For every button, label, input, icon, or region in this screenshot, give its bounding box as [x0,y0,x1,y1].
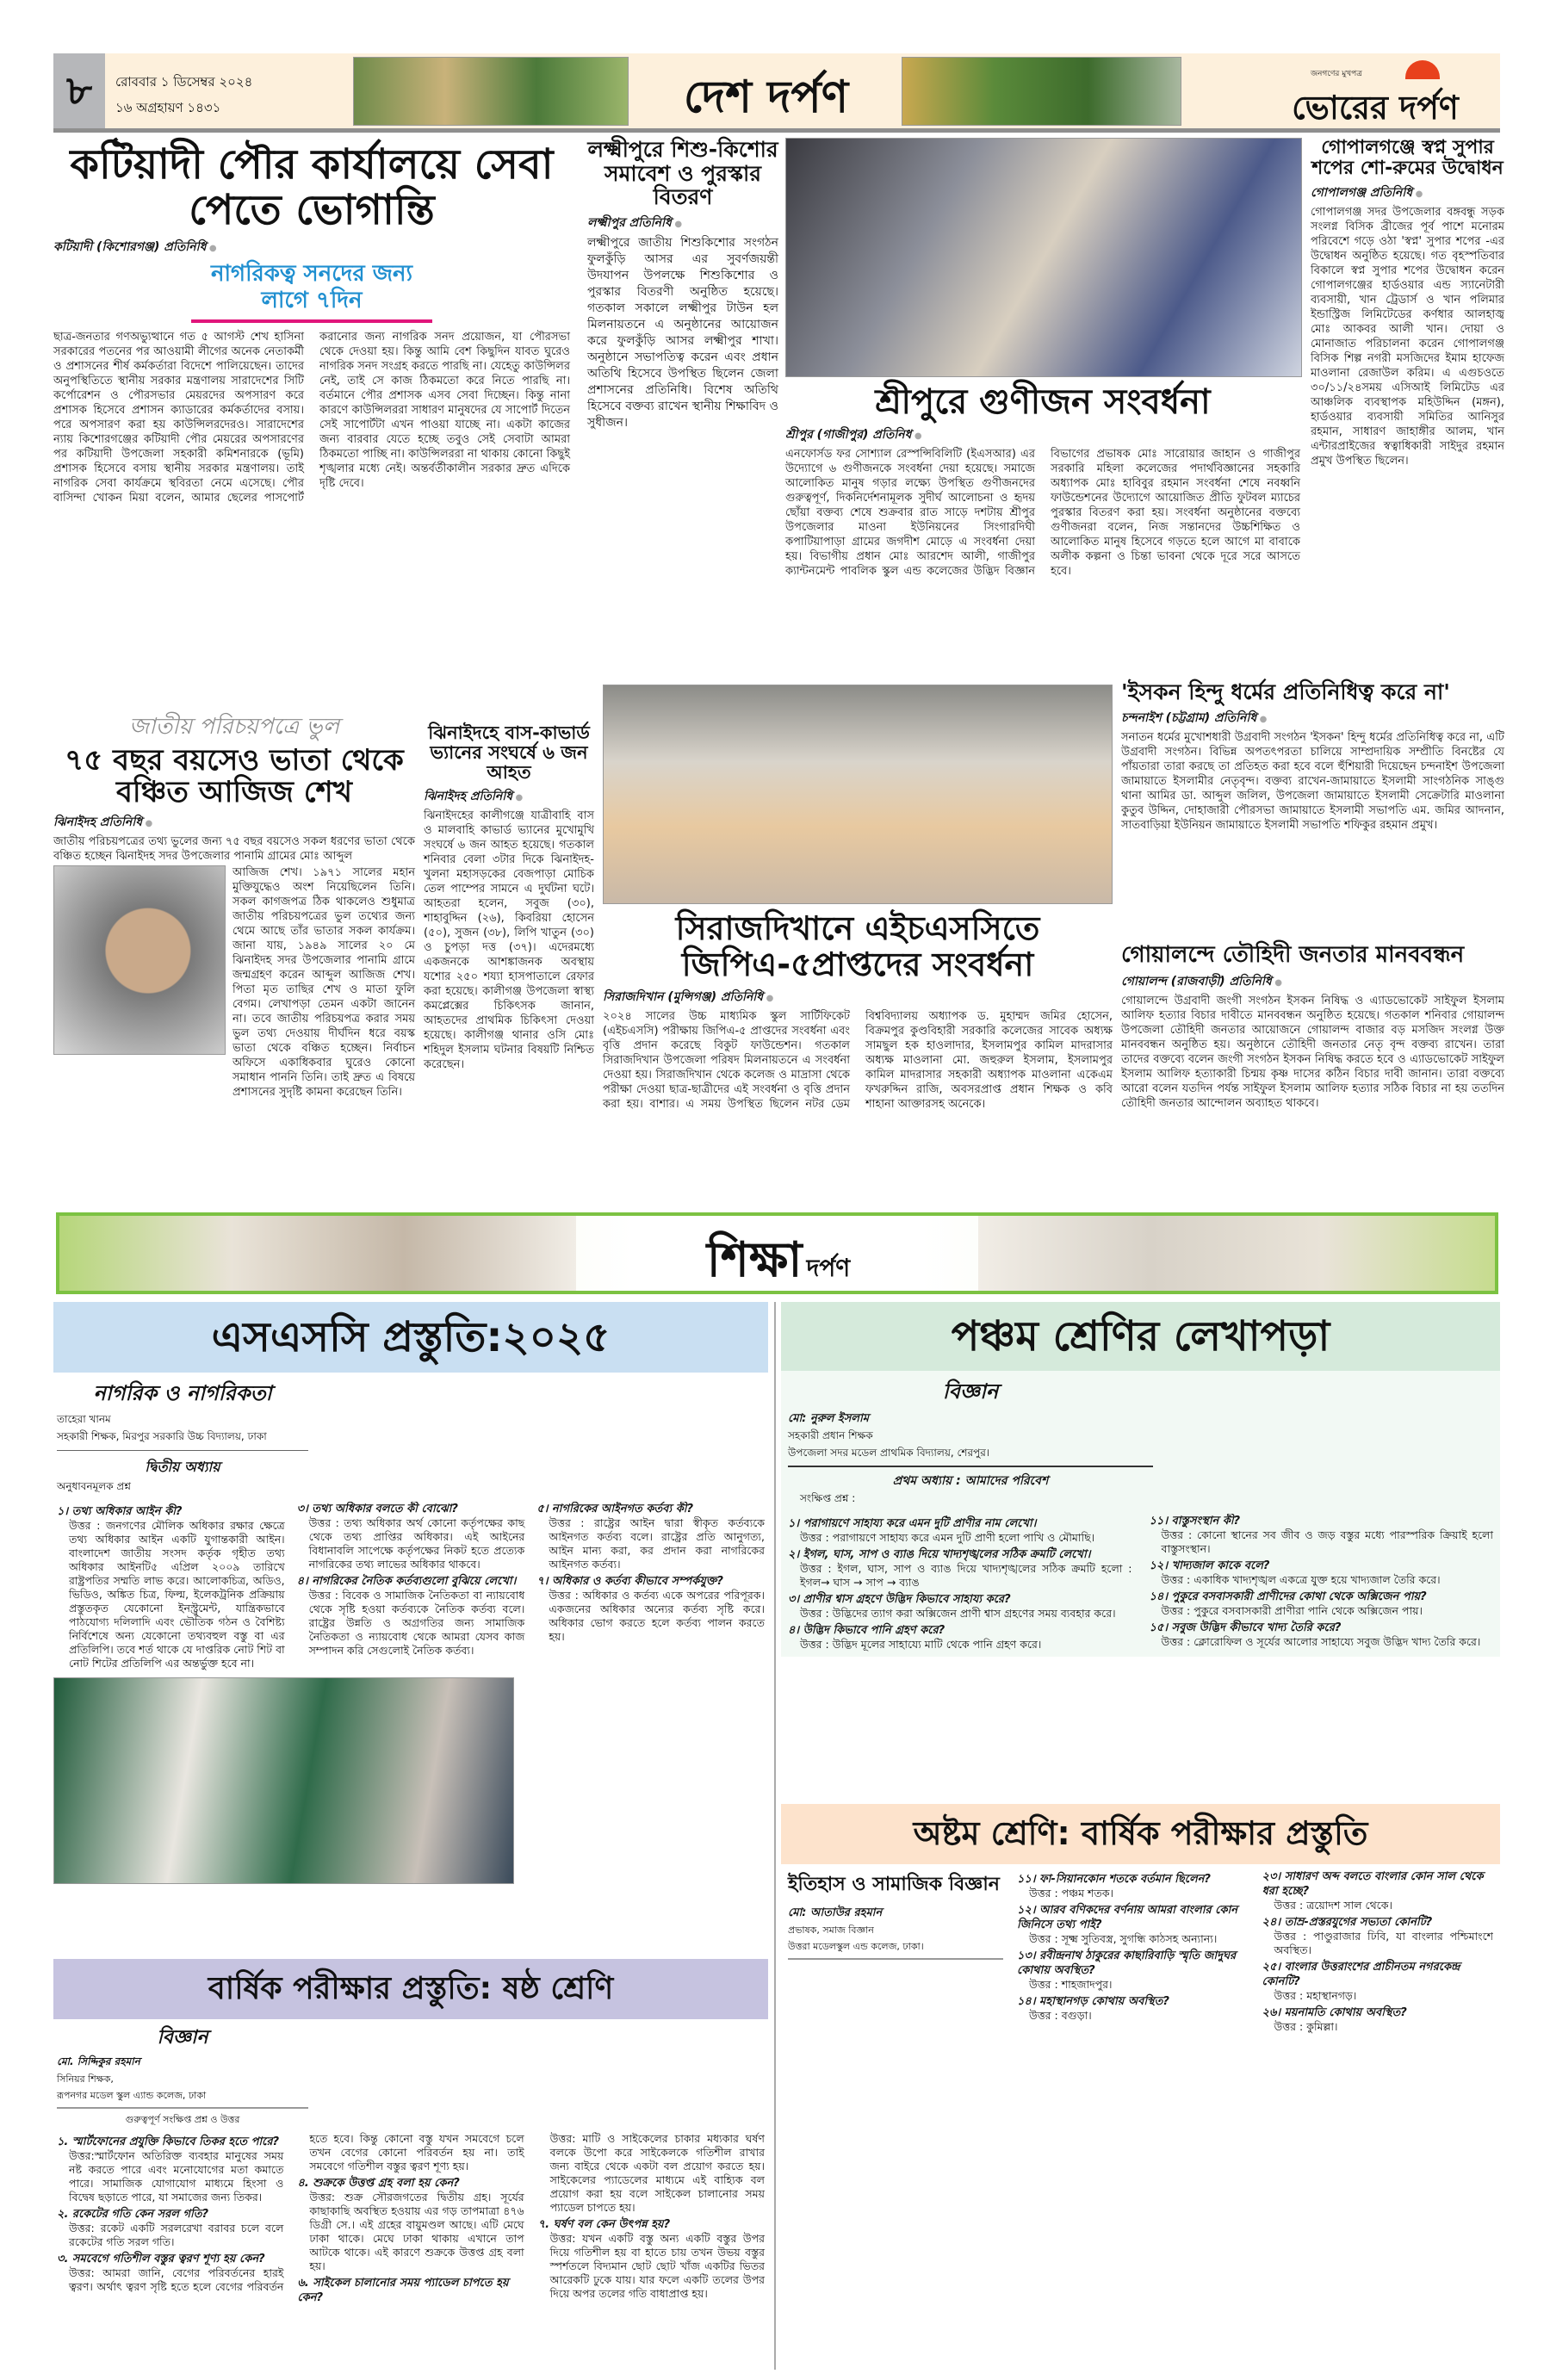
article-nid-error [53,715,415,1100]
headline: ঝিনাইদহে বাস-কাভার্ড ভ্যানের সংঘর্ষে ৬ জন আহত [428,722,590,784]
headline: কটিয়াদী পৌর কার্যালয়ে সেবা পেতে ভোগান্তি [70,140,554,234]
question: ৩. সমবেগে গতিশীল বস্তুর ত্বরণ শূণ্য হয় কেন? [57,2253,265,2265]
photo-group-reception [603,685,1113,904]
headline: লক্ষ্মীপুরে শিশু-কিশোর সমাবেশ ও পুরস্কার বিতরণ [587,137,778,209]
answer: উত্তর: রকেট একটি সরলরেখা বরাবর চলে বলে রকেটের গতি সরল গতি। [69,2222,284,2248]
question-type: অনুধাবনমূলক প্রশ্ন [57,1480,131,1492]
section-title: অষ্টম শ্রেণি: বার্ষিক পরীক্ষার প্রস্তুতি [781,1804,1500,1864]
question-type: গুরুত্বপূর্ণ সংক্ষিপ্ত প্রশ্ন ও উত্তর [125,2114,240,2125]
answer: উত্তর : কোনো স্থানের সব জীব ও জড় বস্তুর মধ্যে পারস্পরিক ক্রিয়াই হলো বাস্তুসংস্থান। [1161,1528,1493,1555]
section-title: এসএসসি প্রস্তুতি:২০২৫ [53,1302,768,1373]
author: মো: নুরুল ইসলাম [788,1412,869,1425]
qa-list [53,1502,768,1670]
qa-list [781,1514,1500,1652]
headline: 'ইসকন হিন্দু ধর্মের প্রতিনিধিত্ব করে না' [1121,679,1450,704]
article-body: আজিজ শেখ। ১৯৭১ সালের মহান মুক্তিযুদ্ধেও অংশ নিয়েছিলেন তিনি। সকল কাগজপত্র ঠিক থাকলেও শুধুমাত্র জাতীয় পরিচয়পত্রের ভুল তথ্যের জন্য থেমে আছে তাঁর ভাতার সকল কার্যক্রম। জানা যায়, ১৯৪৯ সালের ২০ মে ঝিনাইদহ সদর উপজেলার পানামি গ্রামে জন্মগ্রহণ করেন আব্দুল আজিজ শেখ। পিতা মৃত তাছির শেখ ও মাতা ফুলি বেগম। লেখাপড়া তেমন একটা জানেন না। তবে জাতীয় পরিচয়পত্র করার সময় ভুল তথ্য দেওয়ায় দীর্ঘদিন ধরে বয়স্ক ভাতা থেকে বঞ্চিত হচ্ছেন। নির্বাচন অফিসে একাধিকবার ঘুরেও কোনো সমাধান পাননি তিনি। তাই দ্রুত এ বিষয়ে প্রশাসনের সুদৃষ্টি কামনা করেছেন তিনি। [232,866,415,1100]
section-title: বার্ষিক পরীক্ষার প্রস্তুতি: ষষ্ঠ শ্রেণি [53,1959,768,2019]
answer: উত্তর : ইগল, ঘাস, সাপ ও ব্যাঙ দিয়ে খাদ্যশৃঙ্খলের সঠিক ক্রমটি হলো : ইগল→ ঘাস → সাপ → ব্যাঙ [800,1562,1132,1589]
qa-item [1262,1869,1494,1912]
qa-item [1150,1621,1494,1649]
answer: উত্তর : ত্রয়োদশ সাল থেকে। [1274,1899,1392,1912]
banner-title [593,1223,964,1304]
masthead [53,53,1500,133]
question: ১১। বাস্তুসংস্থান কী? [1149,1515,1241,1528]
question: ৩। তথ্য অধিকার বলতে কী বোঝো? [296,1503,458,1515]
headline: শ্রীপুরে গুণীজন সংবর্ধনা [875,382,1211,422]
question: ৪। উদ্ভিদ কিভাবে পানি গ্রহণ করে? [788,1624,946,1637]
headline: গোয়ালন্দে তৌহিদী জনতার মানববন্ধন [1121,942,1465,968]
section-title: দেশ দর্পণ [683,71,849,123]
school: উত্তরা মডেলস্কুল এন্ড কলেজ, ঢাকা। [788,1939,1003,1960]
author-title: সহকারী শিক্ষক, মিরপুর সরকারি উচ্চ বিদ্যালয়, ঢাকা [57,1429,308,1451]
article-sirajdikhan [603,911,1113,1112]
qa-item [297,2176,524,2273]
article-body: ২০২৪ সালের উচ্চ মাধ্যমিক স্কুল সার্টিফিকেট (এইচএসসি) পরীক্ষায় জিপিএ-৫ প্রাপ্তদের সংবর্ধনা এবং বৃত্তি প্রদান করেছে বিকুট ফাউন্ডেশন। গতকাল সিরাজদিখান উপজেলা পরিষদ মিলনায়তনে এ সংবর্ধনা দেওয়া হয়। সিরাজদিখান থেকে কলেজ ও মাদ্রাসা থেকে পরীক্ষা দেওয়া ছাত্র-ছাত্রীদের এই সংবর্ধনা ও বৃত্তি প্রদান করা হয়। বাশার। এ সময় উপস্থিত ছিলেন নটর ডেম বিশ্ববিদ্যালয় অধ্যাপক ড. মুহাম্মদ জমির হোসেন, বিক্রমপুর কুণ্ডবিহারী সরকারি কলেজের সাবেক অধ্যক্ষ সামছুল হক হাওলাদার, ইসলামপুর কামিল মাদরাসার অধ্যক্ষ মাওলানা মো. জহুরুল ইসলাম, ইসলামপুর কামিল মাদরাসার সহকারী অধ্যাপক মাওলানা একেএম ফখরুদ্দিন রাজি, অবসরপ্রাপ্ত প্রধান শিক্ষক ও কবি শাহানা আক্তারসহ অনেকে। [603,1009,1113,1111]
pullquote [191,261,432,323]
question-type: সংক্ষিপ্ত প্রশ্ন : [800,1492,856,1504]
header-photo-farm [902,57,1181,126]
dateline: গোপালগঞ্জ প্রতিনিধি ● [1311,183,1504,203]
headline: গোপালগঞ্জে স্বপ্ন সুপার শপের শো-রুমের উদ্বোধন [1311,137,1504,180]
qa-item [788,1547,1132,1590]
question: ৪। নাগরিকের নৈতিক কর্তব্যগুলো বুঝিয়ে লেখো। [296,1575,517,1588]
banner-photo-students-right [978,1216,1495,1291]
bangla-date-line: ১৬ অগ্রহায়ণ ১৪৩১ [115,100,221,115]
author-title: সহকারী প্রধান শিক্ষক [788,1429,873,1441]
article-katiadi [53,142,570,505]
question: ১২। আরব বণিকদের বর্ণনায় আমরা বাংলার কোন জিনিসে তথ্য পাই? [1017,1904,1238,1931]
article-body: গোপালগঞ্জ সদর উপজেলার বঙ্গবন্ধু সড়ক সংলগ্ন বিসিক ব্রীজের পূর্ব পাশে মনোরম পরিবেশে গড়ে ওঠা 'স্বপ্ন' সুপার শপের -এর উদ্বোধন অনুষ্ঠিত হয়েছে। গত বৃহস্পতিবার বিকালে স্বপ্ন সুপার শপের উদ্বোধন করেন গোপালগঞ্জের হার্ডওয়ার এন্ড স্যানেটারী ব্যবসায়ী, খান ট্রেডার্স ও খান পলিমার ইন্ডাস্ট্রিজ লিমিটেডের কর্ণধার আলহাজ্ব মোঃ আকবর আলী খান। দোয়া ও মোনাজাত পরিচালনা করেন গোপালগঞ্জ বিসিক শিল্প নগরী মসজিদের ইমাম হাফেজ মাওলানা রেজাউল করিম। এ এগুচওতে ৩০/১১/২৪সময় এসিআই লিমিটেড এর আঞ্চলিক ব্যবস্থাপক মহিউদ্দিন (মঙ্গন), হার্ডওয়ার ব্যবসায়ী সমিতির আনিসুর রহমান, সাধারণ জাহাঙ্গীর আলম, খান এন্টারপ্রাইজের স্বত্বাধিকারী সাইদুর রহমান প্রমুখ উপস্থিত ছিলেন। [1311,206,1504,468]
qa-item [1017,1949,1249,1992]
answer: উত্তর : ক্লোরোফিল ও সূর্যের আলোর সাহায্যে সবুজ উদ্ভিদ খাদ্য তৈরি করে। [1161,1635,1481,1648]
qa-item [1150,1514,1494,1556]
pullquote-text: নাগরিকত্ব সনদের জন্য লাগে ৭দিন [210,260,413,313]
pullquote-rule [191,319,432,323]
author-info [781,1371,1160,1514]
question: ১৫। সবুজ উদ্ভিদ কীভাবে খাদ্য তৈরি করে? [1149,1621,1342,1634]
qa-item [538,2217,765,2301]
author: মো. সিদ্দিকুর রহমান [57,2055,140,2067]
answer: উত্তর : কুমিল্লা। [1274,2020,1338,2033]
education-banner [56,1212,1498,1294]
author-info [53,2019,312,2132]
answer: উত্তর : পঞ্চম শতক। [1029,1887,1114,1900]
qa-item [788,1516,1132,1545]
subject: বিজ্ঞান [942,1379,999,1404]
class5-section [781,1302,1500,1657]
question: ১। পরাগায়ণে সাহায্য করে এমন দুটি প্রাণীর নাম লেখো। [788,1517,1037,1530]
date-line: রোববার ১ ডিসেম্বর ২০২৪ [115,74,253,90]
question: ৪. শুক্রকে উত্তপ্ত গ্রহ বলা হয় কেন? [297,2177,460,2190]
author: মো: আতাউর রহমান [788,1906,883,1919]
answer: উত্তর : শাহজাদপুর। [1029,1978,1113,1991]
headline: সিরাজদিখানে এইচএসসিতে জিপিএ-৫প্রাপ্তদের সংবর্ধনা [675,909,1040,983]
article-body: গোয়ালন্দে উগ্রবাদী জংগী সংগঠন ইসকন নিষিদ্ধ ও এ্যাডভোকেট সাইফুল ইসলাম আলিফ হত্যার বিচার দাবীতে মানববন্ধন অনুষ্ঠিত হয়েছে। গতকাল শনিবার গোয়ালন্দ উপজেলা তৌহিদী জনতার আয়োজনে গোয়ালন্দ বাজার বড় মসজিদ সংলগ্ন উক্ত মানববন্ধন অনুষ্ঠিত হয়। অনুষ্ঠানে তৌহিদী জনতার নেতৃ বৃন্দ বক্তব্য রাখেন। তারা তাদের বক্তব্যে বলেন জংগী সংগঠন ইসকন নিষিদ্ধ করতে হবে ও এ্যাডভোকেট সাইফুল ইসলাম আলিফ হত্যাকারী চিন্ময় কৃষ্ণ দাসের কঠিন বিচার দাবী জানান। তারা বক্তব্যে আরো বলেন যতদিন পর্যন্ত সাইফুল ইসলাম আলিফ হত্যার সঠিক বিচার না হয় ততদিন তৌহিদী জনতার আন্দোলন অব্যাহত থাকবে। [1121,994,1504,1110]
question: ২৫। বাংলার উত্তরাংশের প্রাচীনতম নগরকেন্দ্র কোনটি? [1262,1961,1460,1988]
school: রূপনগর মডেল স্কুল এ্যান্ড কলেজ, ঢাকা [57,2088,308,2109]
article-goalanda [1121,943,1504,1111]
qa-item [1150,1559,1494,1587]
author-info [788,1869,1003,1960]
question: ৬. সাইকেল চালানোর সময় প্যাডেল চাপতে হয় কেন? [297,2277,509,2304]
answer: উত্তর : পাণ্ডুরাজার ঢিবি, যা বাংলার পশ্চিমাংশে অবস্থিত। [1274,1930,1493,1956]
answer: উত্তর : পরাগায়ণে সাহায্য করে এমন দুটি প্রাণী হলো পাখি ও মৌমাছি। [800,1531,1095,1544]
question: ১৪। মহাস্থানগড় কোথায় অবস্থিত? [1017,1995,1169,2008]
article-body: ঝিনাইদহের কালীগঞ্জে যাত্রীবাহি বাস ও মালবাহি কাভার্ড ভ্যানের মুখোমুখি সংঘর্ষে ৬ জন আহত হয়েছে। গতকাল শনিবার বেলা ৩টার দিকে ঝিনাইদহ-খুলনা মহাসড়কের বেজপাড়া মোচিক তেল পাম্পের সামনে এ দুর্ঘটনা ঘটে। আহতরা হলেন, সবুজ (৩০), শাহাবুদ্দিন (২৬), কিবরিয়া হোসেন (৫০), সুজন (৩৮), লিপি খাতুন (৩০) ও চুপড়া দত্ত (৩৭)। এদেরমধ্যে একজনকে আশঙ্কাজনক অবস্থায় যশোর ২৫০ শয্যা হাসপাতালে রেফার করা হয়েছে। কালীগঞ্জ উপজেলা স্বাস্থ্য কমপ্লেক্সের চিকিৎসক জানান, আহতদের প্রাথমিক চিকিৎসা দেওয়া হয়েছে। কালীগঞ্জ থানার ওসি মোঃ শহিদুল ইসলাম ঘটনার বিষয়টি নিশ্চিত করেছেন। [424,809,594,1072]
author: তাহেরা খানম [57,1413,111,1425]
header-photo-harvest [353,57,629,126]
qa-item [57,1504,285,1670]
qa-item [536,1574,765,1644]
question: ২৩। সাধারণ অব্দ বলতে বাংলার কোন সাল থেকে ধরা হচ্ছে? [1262,1870,1484,1898]
question: ২৬। ময়নামতি কোথায় অবস্থিত? [1262,2006,1407,2019]
qa-item [788,1592,1132,1621]
dateline: কটিয়াদী (কিশোরগঞ্জ) প্রতিনিধি ● [53,237,570,257]
chapter: প্রথম অধ্যায় : আমাদের পরিবেশ [892,1474,1049,1488]
qa-item [1017,1994,1249,2023]
dateline: ঝিনাইদহ প্রতিনিধি ● [424,786,594,807]
dateline: শ্রীপুর (গাজীপুর) প্রতিনিধ ● [785,425,1300,445]
qa-item [297,1574,525,1658]
answer: উত্তর : উদ্ভিদের ত্যাগ করা অক্সিজেন প্রাণী শ্বাস গ্রহণের সময় ব্যবহার করে। [800,1607,1116,1620]
dateline: চন্দনাইশ (চট্টগ্রাম) প্রতিনিধি ● [1121,708,1504,728]
kicker: জাতীয় পরিচয়পত্রে ভুল [128,714,340,740]
author-title: প্রভাষক, সমাজ বিজ্ঞান [788,1924,874,1936]
banner-title-main: শিক্ষা [706,1232,803,1288]
question: ৩। প্রাণীর শ্বাস গ্রহণে উদ্ভিদ কিভাবে সাহায্য করে? [788,1593,1011,1606]
section-divider [774,1302,776,2370]
answer: উত্তর : পুকুরে বসবাসকারী প্রাণীরা পানি থেকে অক্সিজেন পায়। [1161,1604,1423,1617]
answer: উত্তর : বগুড়া। [1029,2009,1092,2022]
page-number: ৮ [53,53,105,128]
question: ১২। খাদ্যজাল কাকে বলে? [1149,1559,1270,1572]
article-body: সনাতন ধর্মের মুখোশধারী উগ্রবাদী সংগঠন 'ইসকন' হিন্দু ধর্মের প্রতিনিধিত্ব করে না, এটি উগ্রবাদী সংগঠন। বিভিন্ন অপতৎপরতা চালিয়ে সাম্প্রদায়িক সম্প্রীতি বিনষ্টের যে পাঁয়তারা তারা করছে তা প্রতিহত করা হবে বলে হুঁশিয়ারী দিয়েছেন চন্দনাইশ উপজেলা জামায়াতে ইসলামীর নেতৃবৃন্দ। বক্তব্য রাখেন-জামায়াতে ইসলামী সাংগঠনিক সাঙ্গু থানা আমির ডা. আব্দুল জলিল, উপজেলা জামায়াতে ইসলামী সেক্রেটারি মাওলানা কুতুব উদ্দিন, দোহাজারী পৌরসভা জামায়াতে ইসলামী সভাপতি এম. জমির আদনান, সাতবাড়িয়া ইউনিয়ন জামায়াতে ইসলামী সভাপতি শফিকুর রহমান প্রমুখ। [1121,730,1504,832]
qa-item [536,1502,765,1571]
answer: উত্তর : তথ্য অধিকার অর্থ কোনো কর্তৃপক্ষের কাছ থেকে তথ্য প্রাপ্তির অধিকার। এই আইনের বিধানাবলি সাপেক্ষে কর্তৃপক্ষের নিকট হতে প্রত্যেক নাগরিকের তথ্য লাভের অধিকার থাকবে। [308,1516,525,1571]
question: ২. রকেটের গতি কেন সরল গতি? [57,2208,209,2221]
question: ১. স্মার্টফোনের প্রযুক্তি কিভাবে তিকর হতে পারে? [57,2135,280,2148]
answer: উত্তর: যখন একটি বস্তু অন্য একটি বস্তুর উপর দিয়ে গতিশীল হয় বা হাতে চায় তখন উভয় বস্তুর স্পর্শতলে বিদ্যমান ছোট ছোট খাঁজ একটির ভিতর আরেকটি ঢুকে যায়। যার ফলে একটি তলের উপর দিয়ে অপর তলের গতি বাধাপ্রাপ্ত হয়। [549,2232,765,2300]
article-body: এনফোর্সড ফর সোশ্যাল রেস্পন্সিবিলিটি (ইএসআর) এর উদ্যোগে ৬ গুণীজনকে সংবর্ধনা দেয়া হয়েছে। সমাজে আলোকিত মানুষ গড়ার লক্ষ্যে উপস্থিত গুণীজনদের গুরুত্বপূর্ণ, দিকনির্দেশনামূলক সুদীর্ঘ আলোচনা ও হৃদয় ছোঁয়া বক্তব্য শেষে শুক্রবার রাত সাড়ে দশটায় শ্রীপুর উপজেলার মাওনা ইউনিয়নের সিংগারদিঘী কপাটিয়াপাড়া গ্রামের জগদীশ মোড়ে এ সংবর্ধনা দেয়া হয়। বিভাগীয় প্রধান মোঃ আরশেদ আলী, গাজীপুর ক্যান্টনমেন্ট পাবলিক স্কুল এন্ড কলেজের উদ্ভিদ বিজ্ঞান বিভাগের প্রভাষক মোঃ সারোয়ার জাহান ও গাজীপুর সরকারি মহিলা কলেজের পদার্থবিজ্ঞানের সহকারি অধ্যাপক মোঃ হাবিবুর রহমান সংবর্ধনা শেষে নবধ্বনি ফাউন্ডেশনের উদ্যোগে আয়োজিত প্রীতি ফুটবল ম্যাচের পুরস্কার বিতরণ করা হয়। সংবর্ধনা অনুষ্ঠানের বক্তব্যে গুণীজনরা বলেন, নিজ সন্তানদের উচ্চশিক্ষিত ও আলোকিত মানুষ হিসেবে গড়তে হলে আগে মা বাবাকে অলীক কল্পনা ও চিন্তা ভাবনা থেকে দূরে সরে আসতে হবে। [785,448,1300,578]
article-body: লক্ষ্মীপুরে জাতীয় শিশুকিশোর সংগঠন ফুলকুঁড়ি আসর এর সুবর্ণজয়ন্তী উদযাপন উপলক্ষে শিশুকিশোর ও পুরস্কার বিতরণী অনুষ্ঠিত হয়েছে। গতকাল সকালে লক্ষ্মীপুর টাউন হল মিলনায়তনে এ অনুষ্ঠানের আয়োজন করে ফুলকুঁড়ি আসর লক্ষ্মীপুর শাখা। অনুষ্ঠানে সভাপতিত্ব করেন এবং প্রধান অতিথি হিসেবে উপস্থিত ছিলেন জেলা প্রশাসনের প্রতিনিধি। বিশেষ অতিথি হিসেবে বক্তব্য রাখেন স্থানীয় শিক্ষাবিদ ও সুধীজন। [587,235,778,430]
question: ১১। ফা-সিয়ানকোন শতকে বর্তমান ছিলেন? [1017,1873,1211,1886]
answer: উত্তর : উদ্ভিদ মূলের সাহায্যে মাটি থেকে পানি গ্রহণ করে। [800,1638,1042,1651]
article-iskcon [1121,680,1504,833]
banner-title-sub: দর্পণ [806,1254,851,1282]
headline: ৭৫ বছর বয়সেও ভাতা থেকে বঞ্চিত আজিজ শেখ [65,742,404,809]
subject: বিজ্ঞান [157,2027,208,2048]
qa-list [1017,1869,1493,2034]
answer: উত্তর: মাটি ও সাইকেলের চাকার মধ্যকার ঘর্ষণ বলকে উপো করে সাইকেলকে গতিশীল রাখার জন্য বাইরে থেকে একটা বল প্রয়োগ করতে হয়। সাইকেলের প্যাডেলের মাধ্যমে এই বাহ্যিক বল প্রয়োগ করা হয় বলে সাইকেল চালানোর সময় প্যাডেল চাপতে হয়। [549,2132,765,2214]
answer: উত্তর : জনগণের মৌলিক অধিকার রক্ষার ক্ষেত্রে তথ্য অধিকার আইন একটি যুগান্তকারী আইন। বাংলাদেশ জাতীয় সংসদ কর্তৃক গৃহীত তথ্য অধিকার আইনটি৫ এপ্রিল ২০০৯ তারিখে রাষ্ট্রপতির সম্মতি লাভ করে। আলোকচিত্র, অডিও, ভিডিও, অঙ্কিত চিত্র, ফিল্ম, ইলেকট্রনিক প্রক্রিয়ায় প্রস্তুতকৃত যেকোনো ইনস্ট্রুমেন্ট, যান্ত্রিকভাবে পাঠযোগ্য দলিলাদি এবং ভৌতিক গঠন ও বৈশিষ্ট্য নির্বিশেষে অন্য যেকোনো তথ্যবহুল বস্তু বা এর প্রতিলিপি। তবে শর্ত থাকে যে দাপ্তরিক নোট শিট বা নোট শিটের প্রতিলিপি এর অন্তর্ভুক্ত হবে না। [69,1519,285,1670]
section-title: পঞ্চম শ্রেণির লেখাপড়া [781,1302,1500,1371]
answer: উত্তর : মহাস্থানগড়। [1274,1989,1357,2002]
article-sripur [785,383,1300,579]
question: ১। তথ্য অধিকার আইন কী? [57,1505,183,1518]
qa-list [53,2132,768,2305]
dateline: গোয়ালন্দ (রাজবাড়ী) প্রতিনিধি ● [1121,971,1504,992]
article-lakshmipur [587,138,778,431]
qa-item [1262,1915,1494,1957]
answer: উত্তর: শুক্র সৌরজগতের দ্বিতীয় গ্রহ। সূর্যের কাছাকাছি অবস্থিত হওয়ায় এর গড় তাপমাত্রা ৪৭৬ ডিগ্রী সে.। এই গ্রহের বায়ুমণ্ডল আছে। এটি মেঘে ঢাকা থাকে। মেঘে ঢাকা থাকায় এখানে তাপ আটকে থাকে। এই কারণে শুক্রকে উত্তপ্ত গ্রহ বলা হয়। [309,2191,524,2272]
class8-section [781,1804,1500,2039]
ssc-prep-section [53,1302,768,1884]
class6-section [53,1959,768,2305]
dateline: লক্ষ্মীপুর প্রতিনিধি ● [587,213,778,233]
author-title: সিনিয়র শিক্ষক, [57,2073,114,2085]
photo-students-reading [53,1677,514,1884]
question: ১৪। পুকুরে বসবাসকারী প্রাণীদের কোথা থেকে অক্সিজেন পায়? [1149,1590,1427,1603]
logo-sun-icon [1405,60,1440,79]
qa-item [57,2207,283,2249]
qa-item [1150,1590,1494,1618]
qa-item [57,2135,283,2204]
question: ৫। নাগরিকের আইনগত কর্তব্য কী? [536,1503,694,1515]
banner-photo-students-left [59,1216,576,1291]
article-gopalganj [1311,138,1504,468]
logo-tagline: জনগণের মুখপত্র [1311,70,1362,78]
article-lead: জাতীয় পরিচয়পত্রের তথ্য ভুলের জন্য ৭৫ বছর বয়সেও সকল ধরণের ভাতা থেকে বঞ্চিত হচ্ছেন ঝিনাইদহ সদর উপজেলার পানামি গ্রামের মোঃ আব্দুল [53,835,415,864]
answer: উত্তর: আমরা জানি, বেগের পরিবর্তনের হারই ত্বরণ। অর্থাৎ ত্বরণ সৃষ্টি হতে হলে বেগের পরিবর্তন হতে হবে। কিন্তু কোনো বস্তু যখন সমবেগে চলে তখন বেগের কোনো পরিবর্তন হয় না। তাই সমবেগে গতিশীল বস্তুর ত্বরণ শূণ্য হয়। [69,2132,524,2293]
photo-award-ceremony [785,138,1302,377]
qa-item [1262,2005,1494,2034]
school: উপজেলা সদর মডেল প্রাথমিক বিদ্যালয়, শেরপুর। [788,1446,1153,1467]
answer: উত্তর : রাষ্ট্রের আইন দ্বারা স্বীকৃত কর্তব্যকে আইনগত কর্তব্য বলে। রাষ্ট্রের প্রতি আনুগত্য, আইন মান্য করা, কর প্রদান করা নাগরিকের আইনগত কর্তব্য। [549,1516,765,1571]
qa-item [1017,1872,1249,1900]
chapter: দ্বিতীয় অধ্যায় [145,1459,220,1475]
answer: উত্তর : একাধিক খাদ্যশৃঙ্খল একত্রে যুক্ত হয়ে খাদ্যজাল তৈরি করে। [1161,1573,1441,1586]
article-body: ছাত্র-জনতার গণঅভ্যুত্থানে গত ৫ আগস্ট শেখ হাসিনা সরকারের পতনের পর আওয়ামী লীগের অনেক নেতাকর্মী ও প্রশাসনের শীর্ষ কর্মকর্তারা বিদেশে পালিয়েছেন। তাদের অনুপস্থিতিতে স্থানীয় সরকার মন্ত্রণালয় সারাদেশের সিটি কর্পোরেশন ও পৌরসভার মেয়রদের অপসারণ করে প্রশাসক হিসেবে প্রশাসন ক্যাডারের কর্মকর্তাদের বসায়।পরে অপসারণ করা হয় কাউন্সিলরদেরও। সারাদেশের ন্যায় কিশোরগঞ্জের কটিয়াদী পৌর মেয়রের অপসারণের পর কটিয়াদী উপজেলা সহকারী কমিশনারকে (ভূমি) প্রশাসক হিসেবে বসায় স্থানীয় সরকার মন্ত্রণালয়। তাই নাগরিক সেবা কার্যক্রমে স্থবিরতা নেমে এসেছে। পৌর বাসিন্দা খোকন মিয়া বলেন, আমার ছেলের পাসপোর্ট করানোর জন্য নাগরিক সনদ প্রয়োজন, যা পৌরসভা থেকে দেওয়া হয়। কিন্তু আমি বেশ কিছুদিন যাবত ঘুরেও নাগরিক সনদ সংগ্রহ করতে পারছি না। যেহেতু কাউন্সিলর নেই, তাই সে কাজ ঠিকমতো করে নিতে পারছি না। বর্তমানে পৌর প্রশাসক এসব সেবা দিচ্ছেন। কিন্তু নানা কারণে কাউন্সিলররা সাধারণ মানুষদের যে সাপোর্ট দিতেন সেই সাপোর্টটা এখন পাওয়া যাচ্ছে না। একটা কাজের জন্য বারবার যেতে হচ্ছে তবুও সেই সেবাটা আমরা ঠিকমতো পাচ্ছি না। কাউন্সিলররা না থাকায় কোনো কিছুই শৃঙ্খলার মধ্যে নেই। অন্তর্বর্তীকালীন সরকার দ্রুত এদিকে দৃষ্টি দেবে। [53,330,570,505]
answer: উত্তর : অধিকার ও কর্তব্য একে অপরের পরিপূরক। একজনের অধিকার অন্যের কর্তব্য সৃষ্টি করে। অধিকার ভোগ করতে হলে কর্তব্য পালন করতে হয়। [549,1589,765,1643]
subject: ইতিহাস ও সামাজিক বিজ্ঞান [788,1874,1000,1895]
question: ১৩। রবীন্দ্রনাথ ঠাকুরের কাছারিবাড়ি স্মৃতি জাদুঘর কোথায় অবস্থিত? [1017,1949,1237,1977]
dateline: সিরাজদিখান (মুন্সিগঞ্জ) প্রতিনিধি ● [603,987,1113,1007]
article-jhenaidah [424,723,594,1072]
newspaper-logo [1259,55,1491,127]
qa-item [1262,1960,1494,2003]
logo-text: ভোরের দর্পণ [1292,89,1459,127]
subject: নাগরিক ও নাগরিকতা [93,1381,272,1405]
answer: উত্তর:স্মার্টফোন অতিরিক্ত ব্যবহার মানুষের সময় নষ্ট করতে পারে এবং মনোযোগের মতা কমাতে পারে। সামাজিক যোগাযোগ মাধ্যমে হিংসা ও বিদ্বেষ ছড়াতে পারে, যা সমাজের জন্য তিকর। [69,2149,284,2203]
answer: উত্তর : সূক্ষ্ম সুতিবস্ত্র, সুগন্ধি কাঠসহ অন্যান্য। [1029,1932,1218,1945]
qa-item [297,1502,525,1571]
question: ৭. ঘর্ষণ বল কেন উৎপন্ন হয়? [537,2218,671,2231]
answer: উত্তর : বিবেক ও সামাজিক নৈতিকতা বা ন্যায়বোধ থেকে সৃষ্টি হওয়া কর্তব্যকে নৈতিক কর্তব্য বলে। রাষ্ট্রের উন্নতি ও অগ্রগতির জন্য সামাজিক নৈতিকতা ও ন্যায়বোধ থেকে আমরা যেসব কাজ সম্পাদন করি সেগুলোই নৈতিক কর্তব্য। [308,1589,525,1657]
qa-item [1017,1903,1249,1946]
question: ২। ইগল, ঘাস, সাপ ও ব্যাঙ দিয়ে খাদ্যশৃঙ্খলের সঠিক ক্রমটি লেখো। [788,1548,1091,1561]
qa-item [788,1623,1132,1652]
author-info [53,1373,312,1502]
question: ৭। অধিকার ও কর্তব্য কীভাবে সম্পর্কযুক্ত? [536,1575,723,1588]
question: ২৪। তাম্র-প্রস্তরযুগের সভ্যতা কোনটি? [1262,1916,1433,1929]
dateline: ঝিনাইদহ প্রতিনিধি ● [53,812,415,833]
photo-aziz-sheikh [53,865,226,1055]
